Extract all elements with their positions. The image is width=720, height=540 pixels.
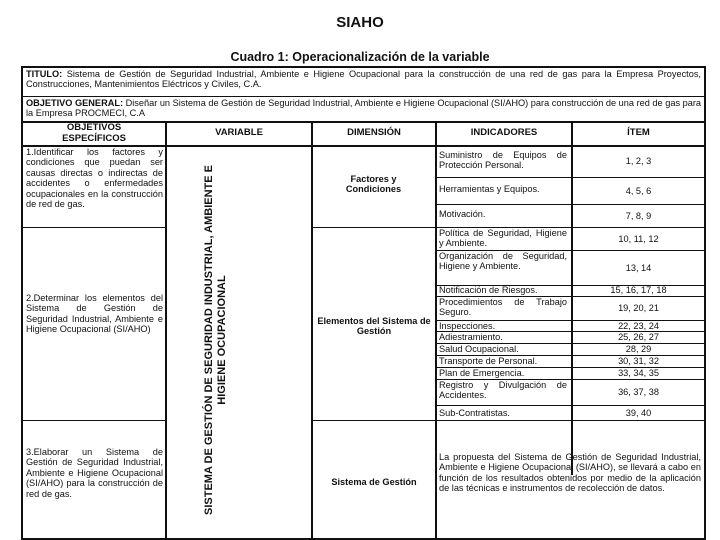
indicador-6: Notificación de Riesgos. bbox=[439, 285, 538, 295]
indicador-1: Suministro de Equipos de Protección Personal. bbox=[439, 150, 567, 171]
indicador-14: Sub-Contratistas. bbox=[439, 408, 510, 418]
item-10: 28, 29 bbox=[625, 344, 652, 355]
header-objetivos: OBJETIVOS ESPECÍFICOS bbox=[62, 122, 126, 144]
item-3: 7, 8, 9 bbox=[625, 210, 652, 221]
item-8: 22, 23, 24 bbox=[618, 321, 659, 331]
titulo-text: Sistema de Gestión de Seguridad Industrial, Ambiente e Higiene Ocupacional para la construcción de una red de gas para la Empresa Proyectos, Construcciones, Mantenimientos Eléctricos y Civiles, C.A. bbox=[26, 69, 701, 90]
item-7: 19, 20, 21 bbox=[618, 303, 659, 314]
row-divider bbox=[435, 420, 706, 421]
table-border-left bbox=[21, 66, 23, 540]
titulo-row bbox=[26, 69, 701, 96]
indicador-12: Plan de Emergencia. bbox=[439, 368, 525, 378]
table-caption: Cuadro 1: Operacionalización de la variable bbox=[230, 50, 490, 64]
indicador-8: Inspecciones. bbox=[439, 321, 496, 331]
item-14: 39, 40 bbox=[625, 407, 652, 418]
slide-title: SIAHO bbox=[336, 14, 384, 31]
objetivo-general-label: OBJETIVO GENERAL: bbox=[26, 98, 124, 108]
dimension-factores: Factores y Condiciones bbox=[345, 173, 402, 194]
header-item: ÍTEM bbox=[627, 127, 650, 139]
indicador-13: Registro y Divulgación de Accidentes. bbox=[439, 380, 567, 401]
item-2: 4, 5, 6 bbox=[625, 185, 652, 196]
operationalization-table bbox=[21, 66, 706, 540]
indicador-2: Herramientas y Equipos. bbox=[439, 184, 540, 194]
header-variable: VARIABLE bbox=[215, 127, 263, 139]
dimension-elementos: Elementos del Sistema de Gestión bbox=[317, 315, 431, 336]
table-border-top bbox=[21, 66, 706, 68]
indicador-7: Procedimientos de Trabajo Seguro. bbox=[439, 297, 567, 318]
objetivo-especifico-1: 1.Identificar los factores y condiciones que puedan ser causas directas o indirectas de accidentes o enfermedades ocupacionales en la construcción de red de gas. bbox=[26, 147, 163, 210]
indicador-3: Motivación. bbox=[439, 209, 486, 219]
variable-text: SISTEMA DE GESTIÓN DE SEGURIDAD INDUSTRIAL, AMBIENTE E HIGIENE OCUPACIONAL bbox=[203, 165, 228, 515]
item-11: 30, 31, 32 bbox=[618, 356, 659, 367]
variable-cell bbox=[181, 148, 251, 532]
row-divider bbox=[21, 420, 166, 421]
objetivo-especifico-2: 2.Determinar los elementos del Sistema de Gestión de Seguridad Industrial, Ambiente e Higiene Ocupacional (SI/AHO) bbox=[26, 293, 163, 335]
header-indicadores: INDICADORES bbox=[470, 127, 538, 139]
column-divider bbox=[165, 121, 167, 540]
objetivo-general-text: Diseñar un Sistema de Gestión de Seguridad Industrial, Ambiente e Higiene Ocupacional (SI/AHO) para construcción de una red de gas para la Empresa PROCMECI, C.A bbox=[26, 98, 701, 119]
header-dimension: DIMENSIÓN bbox=[347, 127, 401, 139]
dimension-sistema: Sistema de Gestión bbox=[331, 476, 417, 487]
indicador-9: Adiestramiento. bbox=[439, 332, 503, 342]
propuesta-text: La propuesta del Sistema de Gestión de Seguridad Industrial, Ambiente e Higiene Ocupacional (SI/AHO), se llevará a cabo en función de los resultados obtenidos por medio de la aplicación de las técnicas e instrumentos de recolección de datos. bbox=[439, 452, 701, 494]
item-5: 13, 14 bbox=[625, 262, 652, 273]
item-6: 15, 16, 17, 18 bbox=[610, 285, 667, 296]
item-12: 33, 34, 35 bbox=[618, 368, 659, 379]
row-divider bbox=[311, 420, 436, 421]
indicador-10: Salud Ocupacional. bbox=[439, 344, 519, 354]
objetivo-especifico-3: 3.Elaborar un Sistema de Gestión de Seguridad Industrial, Ambiente e Higiene Ocupacional (SI/AHO) para la construcción de red de gas. bbox=[26, 447, 163, 499]
item-4: 10, 11, 12 bbox=[618, 233, 659, 244]
item-1: 1, 2, 3 bbox=[625, 156, 652, 167]
indicador-5: Organización de Seguridad, Higiene y Ambiente. bbox=[439, 251, 567, 272]
row-divider bbox=[21, 227, 166, 228]
column-divider bbox=[311, 121, 313, 540]
item-9: 25, 26, 27 bbox=[618, 332, 659, 343]
indicador-11: Transporte de Personal. bbox=[439, 356, 538, 366]
table-border-right bbox=[704, 66, 706, 540]
row-divider bbox=[311, 227, 436, 228]
indicador-4: Política de Seguridad, Higiene y Ambiente. bbox=[439, 228, 567, 249]
item-13: 36, 37, 38 bbox=[618, 387, 659, 398]
titulo-label: TITULO: bbox=[26, 69, 63, 79]
row-divider bbox=[21, 96, 706, 97]
objetivo-general-row bbox=[26, 98, 701, 121]
